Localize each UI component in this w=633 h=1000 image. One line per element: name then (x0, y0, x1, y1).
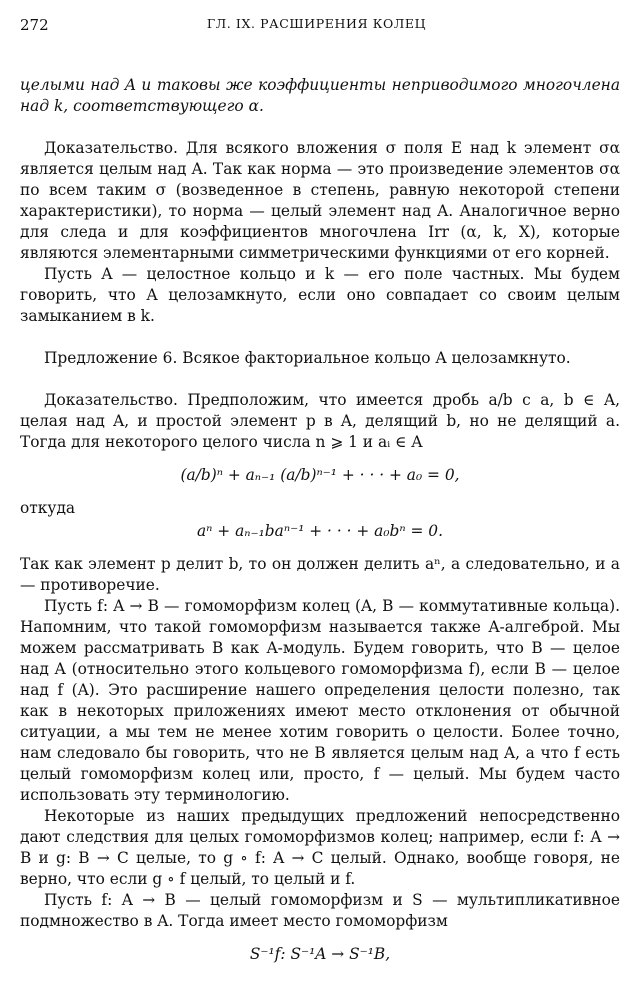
contradiction-paragraph: Так как элемент p делит b, то он должен делить aⁿ, а следовательно, и a — противоречие. (20, 555, 620, 594)
localization-paragraph: Пусть f: A → B — целый гомоморфизм и S — мультипликативное подмножество в A. Тогда имеет место гомоморфизм (20, 891, 620, 930)
proof-paragraph-2: Доказательство. Предположим, что имеется дробь a/b с a, b ∈ A, целая над A, и простой элемент p в A, делящий b, но не делящий a. Тогда для некоторого целого числа n ⩾ 1 и aᵢ ∈ A (20, 391, 620, 451)
homomorphism-paragraph: Пусть f: A → B — гомоморфизм колец (A, B — коммутативные кольца). Напомним, что такой гомоморфизм называется также A-алгеброй. Мы можем рассматривать B как A-модуль. Будем говорить, что B — целое над A (относительно этого кольцевого гомоморфизма f), если B — целое над f (A). Это расширение нашего определения целости полезно, так как в некоторых приложениях имеют место отклонения от обычной ситуации, а мы тем не менее хотим говорить о целости. Более точно, нам следовало бы говорить, что не B является целым над A, а что f есть целый гомоморфизм колец или, просто, f — целый. Мы будем часто использовать эту терминологию. (20, 597, 620, 804)
page-header (20, 16, 613, 36)
page-number: 272 (20, 16, 49, 34)
running-head: ГЛ. IX. РАСШИРЕНИЯ КОЛЕЦ (206, 16, 427, 31)
formula-1: (a/b)ⁿ + aₙ₋₁ (a/b)ⁿ⁻¹ + · · · + a₀ = 0, (180, 466, 460, 484)
corollary-paragraph: Некоторые из наших предыдущих предложений непосредственно дают следствия для целых гомоморфизмов колец; например, если f: A → B и g: B → C целые, то g ∘ f: A → C целый. Однако, вообще говоря, не верно, что если g ∘ f целый, то целый и f. (20, 807, 620, 888)
theorem-continuation: целыми над A и таковы же коэффициенты неприводимого многочлена над k, соответствующего α. (20, 76, 620, 115)
whence-text: откуда (20, 499, 76, 517)
formula-2: aⁿ + aₙ₋₁baⁿ⁻¹ + · · · + a₀bⁿ = 0. (197, 522, 443, 540)
definition-paragraph: Пусть A — целостное кольцо и k — его поле частных. Мы будем говорить, что A целозамкнуто, если оно совпадает со своим целым замыканием в k. (20, 265, 620, 325)
formula-3: S⁻¹f: S⁻¹A → S⁻¹B, (249, 945, 391, 963)
page-body (20, 75, 620, 977)
proof-paragraph: Доказательство. Для всякого вложения σ поля E над k элемент σα является целым над A. Так как норма — это произведение элементов σα по всем таким σ (возведенное в степень, равную некоторой степени характеристики), то норма — целый элемент над A. Аналогичное верно для следа и для коэффициентов многочлена Irr (α, k, X), которые являются элементарными симметрическими функциями от его корней. (20, 139, 620, 262)
proposition-6: Предложение 6. Всякое факториальное кольцо A целозамкнуто. (44, 349, 571, 367)
